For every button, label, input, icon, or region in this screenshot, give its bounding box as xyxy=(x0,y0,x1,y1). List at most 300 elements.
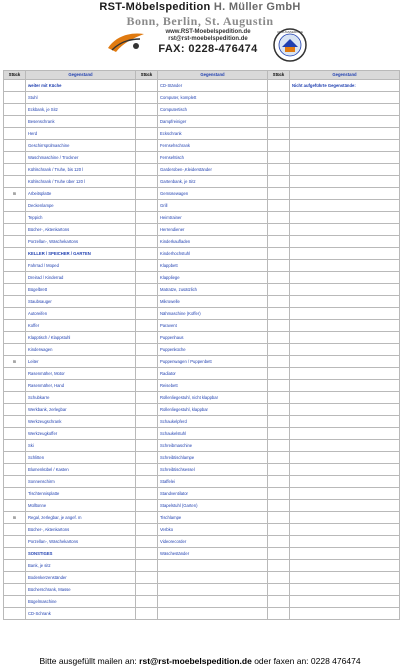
quantity-cell-1[interactable] xyxy=(4,104,26,116)
item-cell-3[interactable] xyxy=(290,104,400,116)
quantity-cell-2[interactable] xyxy=(136,140,158,152)
item-cell-3[interactable] xyxy=(290,164,400,176)
quantity-cell-1[interactable] xyxy=(4,524,26,536)
footer-instructions xyxy=(0,656,400,666)
table-row xyxy=(4,440,400,452)
quantity-cell-3[interactable] xyxy=(268,572,290,584)
table-row xyxy=(4,344,400,356)
quantity-cell-2[interactable] xyxy=(136,260,158,272)
table-row xyxy=(4,428,400,440)
item-cell-3[interactable] xyxy=(290,320,400,332)
item-cell-3[interactable] xyxy=(290,464,400,476)
quantity-cell-1[interactable] xyxy=(4,536,26,548)
item-cell-1: Waschmaschine / Trockner xyxy=(26,152,136,164)
item-cell-1: Besenschrank xyxy=(26,116,136,128)
quantity-cell-3[interactable] xyxy=(268,296,290,308)
table-row xyxy=(4,212,400,224)
item-cell-1: Werkbank, zerlegbar xyxy=(26,404,136,416)
quantity-cell-1[interactable] xyxy=(4,140,26,152)
quantity-cell-3[interactable] xyxy=(268,368,290,380)
table-row xyxy=(4,584,400,596)
quantity-cell-2[interactable] xyxy=(136,392,158,404)
item-cell-3[interactable] xyxy=(290,440,400,452)
quantity-cell-1[interactable] xyxy=(4,368,26,380)
item-cell-1: Staubsauger xyxy=(26,296,136,308)
quantity-cell-1[interactable] xyxy=(4,296,26,308)
quantity-cell-2[interactable] xyxy=(136,452,158,464)
item-cell-3[interactable] xyxy=(290,392,400,404)
quantity-cell-1[interactable] xyxy=(4,236,26,248)
quantity-cell-2[interactable] xyxy=(136,560,158,572)
table-row xyxy=(4,116,400,128)
quantity-cell-3[interactable] xyxy=(268,452,290,464)
item-cell-3[interactable] xyxy=(290,356,400,368)
quantity-cell-2[interactable] xyxy=(136,488,158,500)
item-cell-1: Bügelmaschine xyxy=(26,596,136,608)
item-cell-2: Herrendiener xyxy=(158,224,268,236)
quantity-cell-3[interactable] xyxy=(268,584,290,596)
item-cell-1: Schlitten xyxy=(26,452,136,464)
item-cell-3[interactable] xyxy=(290,200,400,212)
quantity-cell-1[interactable] xyxy=(4,224,26,236)
quantity-cell-3[interactable] xyxy=(268,560,290,572)
item-cell-1: Leiter xyxy=(26,356,136,368)
item-cell-3[interactable] xyxy=(290,560,400,572)
item-cell-2: Wäscheständer xyxy=(158,548,268,560)
quantity-cell-3[interactable] xyxy=(268,536,290,548)
item-cell-2 xyxy=(158,608,268,620)
item-cell-3[interactable] xyxy=(290,236,400,248)
quantity-cell-1[interactable] xyxy=(4,380,26,392)
item-cell-2: Mikrowelle xyxy=(158,296,268,308)
item-cell-3[interactable] xyxy=(290,428,400,440)
company-sub: H. Müller GmbH xyxy=(213,1,301,13)
table-row xyxy=(4,332,400,344)
item-cell-1: weiter mit Küche xyxy=(26,80,136,92)
quantity-cell-2[interactable] xyxy=(136,380,158,392)
item-cell-2: Puppenwagen / Puppenbett xyxy=(158,356,268,368)
header-gegenstand-3: Gegenstand xyxy=(290,71,400,80)
company-main: RST-Möbelspedition xyxy=(99,1,211,13)
quantity-cell-2[interactable] xyxy=(136,224,158,236)
item-cell-2: Gartenbank, je Sitz xyxy=(158,176,268,188)
quantity-cell-3[interactable] xyxy=(268,92,290,104)
quantity-cell-3[interactable] xyxy=(268,212,290,224)
item-cell-2: Computertisch xyxy=(158,104,268,116)
quantity-cell-2[interactable] xyxy=(136,464,158,476)
quantity-cell-1[interactable] xyxy=(4,200,26,212)
quantity-cell-1[interactable] xyxy=(4,92,26,104)
item-cell-1: Kühlschrank / Truhe über 120 l xyxy=(26,176,136,188)
quantity-cell-1[interactable] xyxy=(4,584,26,596)
item-cell-1: Blumenkübel / Kasten xyxy=(26,464,136,476)
item-cell-3[interactable] xyxy=(290,476,400,488)
table-row xyxy=(4,380,400,392)
item-cell-3[interactable] xyxy=(290,140,400,152)
table-row xyxy=(4,260,400,272)
table-row xyxy=(4,368,400,380)
quantity-cell-3[interactable] xyxy=(268,224,290,236)
table-row xyxy=(4,536,400,548)
item-cell-3[interactable] xyxy=(290,524,400,536)
table-row xyxy=(4,176,400,188)
item-cell-1: Bodenkerzenständer xyxy=(26,572,136,584)
quantity-cell-1[interactable] xyxy=(4,392,26,404)
quantity-cell-1[interactable] xyxy=(4,572,26,584)
item-cell-1: Eckbank, je Sitz xyxy=(26,104,136,116)
item-cell-1: Bücher-, Aktenkartons xyxy=(26,224,136,236)
quantity-cell-3[interactable] xyxy=(268,248,290,260)
quantity-cell-1[interactable] xyxy=(4,176,26,188)
quantity-cell-3[interactable] xyxy=(268,200,290,212)
item-cell-3[interactable] xyxy=(290,308,400,320)
quantity-cell-1[interactable] xyxy=(4,128,26,140)
item-cell-2: Matratze, zusätzlich xyxy=(158,284,268,296)
item-cell-2 xyxy=(158,596,268,608)
quantity-cell-1[interactable] xyxy=(4,344,26,356)
table-row xyxy=(4,248,400,260)
item-cell-2: Schreibtischsessel xyxy=(158,464,268,476)
item-cell-1: Dreirad / Kinderrad xyxy=(26,272,136,284)
quantity-cell-1[interactable] xyxy=(4,260,26,272)
table-row xyxy=(4,188,400,200)
company-cities: Bonn, Berlin, St. Augustin xyxy=(126,14,274,28)
item-cell-1: Regal, zerlegbar, je angef. m xyxy=(26,512,136,524)
quantity-cell-1[interactable] xyxy=(4,248,26,260)
table-row xyxy=(4,488,400,500)
item-cell-3[interactable] xyxy=(290,224,400,236)
item-cell-2: Schreibmaschine xyxy=(158,440,268,452)
item-cell-2: Garderoben-,Kleiderständer xyxy=(158,164,268,176)
item-cell-3[interactable] xyxy=(290,248,400,260)
quantity-cell-3[interactable] xyxy=(268,440,290,452)
company-name xyxy=(0,1,400,13)
table-row xyxy=(4,416,400,428)
item-cell-1: Schubkarre xyxy=(26,392,136,404)
item-cell-3[interactable] xyxy=(290,380,400,392)
quantity-cell-3[interactable] xyxy=(268,128,290,140)
item-cell-2: Dampfreiniger xyxy=(158,116,268,128)
quantity-cell-1[interactable] xyxy=(4,404,26,416)
quantity-cell-2[interactable] xyxy=(136,536,158,548)
item-cell-3[interactable] xyxy=(290,584,400,596)
quantity-cell-1[interactable] xyxy=(4,80,26,92)
email-link[interactable]: rst@rst-moebelspedition.de xyxy=(168,36,248,42)
item-cell-1: Herd xyxy=(26,128,136,140)
item-cell-2: Klappliege xyxy=(158,272,268,284)
quantity-cell-2[interactable] xyxy=(136,476,158,488)
quantity-cell-2[interactable] xyxy=(136,272,158,284)
item-cell-3[interactable] xyxy=(290,368,400,380)
quantity-cell-2[interactable] xyxy=(136,584,158,596)
quantity-cell-3[interactable] xyxy=(268,548,290,560)
table-row xyxy=(4,284,400,296)
item-cell-3[interactable] xyxy=(290,176,400,188)
item-cell-2: Puppenhaus xyxy=(158,332,268,344)
quantity-cell-3[interactable] xyxy=(268,500,290,512)
quantity-cell-1[interactable] xyxy=(4,548,26,560)
item-cell-1: Koffer xyxy=(26,320,136,332)
inventory-rows xyxy=(4,80,400,620)
quantity-cell-2[interactable] xyxy=(136,212,158,224)
quantity-cell-3[interactable] xyxy=(268,320,290,332)
quantity-cell-3[interactable] xyxy=(268,236,290,248)
item-cell-2: Fernsehschrank xyxy=(158,140,268,152)
quantity-cell-2[interactable] xyxy=(136,236,158,248)
item-cell-3[interactable] xyxy=(290,260,400,272)
quantity-cell-3[interactable] xyxy=(268,512,290,524)
quantity-cell-1[interactable] xyxy=(4,284,26,296)
item-cell-1: Kinderwagen xyxy=(26,344,136,356)
quantity-cell-2[interactable] xyxy=(136,332,158,344)
quantity-cell-3[interactable] xyxy=(268,608,290,620)
item-cell-3[interactable] xyxy=(290,404,400,416)
item-cell-1: Autoreifen xyxy=(26,308,136,320)
item-cell-2: Rollenliegestuhl, klappbar xyxy=(158,404,268,416)
quantity-cell-3[interactable] xyxy=(268,380,290,392)
item-cell-3[interactable] xyxy=(290,416,400,428)
header-stueck-1: Stück xyxy=(4,71,26,80)
quantity-cell-3[interactable] xyxy=(268,332,290,344)
quantity-cell-1[interactable] xyxy=(4,452,26,464)
quantity-cell-2[interactable] xyxy=(136,512,158,524)
item-cell-1: Sonnenschirm xyxy=(26,476,136,488)
item-cell-2: Puppenküche xyxy=(158,344,268,356)
quantity-cell-3[interactable] xyxy=(268,80,290,92)
footer-fax: 0228 476474 xyxy=(310,656,361,666)
item-cell-3[interactable] xyxy=(290,572,400,584)
item-cell-2 xyxy=(158,560,268,572)
quantity-cell-2[interactable] xyxy=(136,248,158,260)
item-cell-1: Mülltonne xyxy=(26,500,136,512)
quantity-cell-2[interactable] xyxy=(136,356,158,368)
item-cell-3[interactable] xyxy=(290,548,400,560)
item-cell-3[interactable] xyxy=(290,212,400,224)
quantity-cell-1[interactable] xyxy=(4,428,26,440)
item-cell-1: Geschirrspülmaschine xyxy=(26,140,136,152)
item-cell-3[interactable] xyxy=(290,116,400,128)
quantity-cell-2[interactable] xyxy=(136,188,158,200)
item-cell-1: Teppich xyxy=(26,212,136,224)
item-cell-2 xyxy=(158,572,268,584)
quantity-cell-3[interactable] xyxy=(268,476,290,488)
quantity-cell-2[interactable] xyxy=(136,440,158,452)
item-cell-3[interactable] xyxy=(290,596,400,608)
quantity-cell-3[interactable] xyxy=(268,392,290,404)
quantity-cell-2[interactable] xyxy=(136,404,158,416)
item-cell-1: Rasenmäher, Hand xyxy=(26,380,136,392)
letterhead xyxy=(0,0,400,66)
item-cell-2: Nähmaschine (Koffer) xyxy=(158,308,268,320)
header-gegenstand-1: Gegenstand xyxy=(26,71,136,80)
quantity-cell-1[interactable] xyxy=(4,212,26,224)
item-cell-1: Klapptisch / Klappstuhl xyxy=(26,332,136,344)
table-row xyxy=(4,572,400,584)
quantity-cell-1[interactable] xyxy=(4,308,26,320)
item-cell-3[interactable] xyxy=(290,128,400,140)
table-row xyxy=(4,128,400,140)
quantity-cell-3[interactable] xyxy=(268,404,290,416)
table-row xyxy=(4,272,400,284)
quantity-cell-1[interactable] xyxy=(4,488,26,500)
quantity-cell-3[interactable] xyxy=(268,428,290,440)
quantity-cell-1[interactable] xyxy=(4,608,26,620)
quantity-cell-1[interactable] xyxy=(4,440,26,452)
website-link[interactable]: www.RST-Moebelspedition.de xyxy=(165,29,251,35)
quantity-cell-2[interactable] xyxy=(136,428,158,440)
table-row xyxy=(4,308,400,320)
item-cell-3[interactable] xyxy=(290,512,400,524)
quantity-cell-3[interactable] xyxy=(268,272,290,284)
item-cell-2: Grill xyxy=(158,200,268,212)
quantity-cell-2[interactable] xyxy=(136,596,158,608)
table-row xyxy=(4,80,400,92)
quantity-cell-3[interactable] xyxy=(268,416,290,428)
quantity-cell-1[interactable] xyxy=(4,116,26,128)
item-cell-3[interactable] xyxy=(290,488,400,500)
item-cell-1: Porzellan-, Wäschekartons xyxy=(26,536,136,548)
quantity-cell-1[interactable] xyxy=(4,272,26,284)
item-cell-3[interactable] xyxy=(290,188,400,200)
quantity-cell-2[interactable] xyxy=(136,128,158,140)
item-cell-3[interactable] xyxy=(290,344,400,356)
quantity-cell-3[interactable] xyxy=(268,152,290,164)
quantity-cell-2[interactable] xyxy=(136,116,158,128)
item-cell-3[interactable] xyxy=(290,92,400,104)
table-row xyxy=(4,392,400,404)
item-cell-3[interactable] xyxy=(290,152,400,164)
quantity-cell-2[interactable] xyxy=(136,296,158,308)
item-cell-2: Standventilator xyxy=(158,488,268,500)
quantity-cell-2[interactable] xyxy=(136,80,158,92)
quantity-cell-3[interactable] xyxy=(268,464,290,476)
item-cell-3[interactable] xyxy=(290,332,400,344)
item-cell-3[interactable] xyxy=(290,452,400,464)
quantity-cell-2[interactable] xyxy=(136,284,158,296)
table-row xyxy=(4,404,400,416)
quantity-cell-3[interactable] xyxy=(268,188,290,200)
item-cell-2: Kinderhochstuhl xyxy=(158,248,268,260)
quantity-cell-3[interactable] xyxy=(268,284,290,296)
item-cell-3[interactable] xyxy=(290,500,400,512)
table-row xyxy=(4,608,400,620)
quantity-cell-1[interactable] xyxy=(4,464,26,476)
item-cell-3[interactable] xyxy=(290,536,400,548)
table-row xyxy=(4,524,400,536)
item-cell-2: Radiator xyxy=(158,368,268,380)
table-row xyxy=(4,92,400,104)
item-cell-2: Verbko xyxy=(158,524,268,536)
item-cell-2: Gemüsewagen xyxy=(158,188,268,200)
item-cell-1: Ski xyxy=(26,440,136,452)
inventory-table xyxy=(3,70,400,620)
table-row xyxy=(4,476,400,488)
quantity-cell-3[interactable] xyxy=(268,596,290,608)
table-header-row xyxy=(4,71,400,80)
quantity-cell-2[interactable] xyxy=(136,608,158,620)
quantity-cell-2[interactable] xyxy=(136,320,158,332)
item-cell-3[interactable] xyxy=(290,608,400,620)
quantity-cell-2[interactable] xyxy=(136,308,158,320)
quantity-cell-2[interactable] xyxy=(136,344,158,356)
quantity-cell-3[interactable] xyxy=(268,308,290,320)
quantity-cell-2[interactable] xyxy=(136,152,158,164)
table-row xyxy=(4,452,400,464)
item-cell-2: Stapelstuhl (Garten) xyxy=(158,500,268,512)
item-cell-2: Klappbett xyxy=(158,260,268,272)
item-cell-1: KELLER / SPEICHER / GARTEN xyxy=(26,248,136,260)
item-cell-1: Tischtennisplatte xyxy=(26,488,136,500)
item-cell-1: Bücher-, Aktenkartons xyxy=(26,524,136,536)
quantity-cell-3[interactable] xyxy=(268,104,290,116)
quantity-cell-1[interactable] xyxy=(4,476,26,488)
item-cell-2: Staffelei xyxy=(158,476,268,488)
quantity-cell-3[interactable] xyxy=(268,524,290,536)
quantity-cell-1[interactable] xyxy=(4,500,26,512)
quantity-cell-1[interactable] xyxy=(4,332,26,344)
footer-email-link[interactable]: rst@rst-moebelspedition.de xyxy=(139,656,252,666)
item-cell-1: Stuhl xyxy=(26,92,136,104)
unlisted-items-note: Nicht aufgeführte Gegenstände: xyxy=(290,80,400,92)
quantity-cell-3[interactable] xyxy=(268,140,290,152)
quantity-cell-3[interactable] xyxy=(268,344,290,356)
item-cell-3[interactable] xyxy=(290,284,400,296)
quantity-cell-1[interactable]: m xyxy=(4,356,26,368)
quantity-cell-2[interactable] xyxy=(136,92,158,104)
quantity-cell-3[interactable] xyxy=(268,356,290,368)
quantity-cell-3[interactable] xyxy=(268,488,290,500)
quantity-cell-1[interactable] xyxy=(4,560,26,572)
quantity-cell-1[interactable] xyxy=(4,320,26,332)
quantity-cell-3[interactable] xyxy=(268,116,290,128)
item-cell-1: Deckenlampe xyxy=(26,200,136,212)
quantity-cell-2[interactable] xyxy=(136,200,158,212)
item-cell-3[interactable] xyxy=(290,272,400,284)
table-row xyxy=(4,164,400,176)
quantity-cell-2[interactable] xyxy=(136,524,158,536)
quantity-cell-2[interactable] xyxy=(136,104,158,116)
fax-number: FAX: 0228-476474 xyxy=(158,43,258,55)
item-cell-1: Bügelbrett xyxy=(26,284,136,296)
quantity-cell-3[interactable] xyxy=(268,260,290,272)
quantity-cell-1[interactable]: m xyxy=(4,512,26,524)
quantity-cell-2[interactable] xyxy=(136,416,158,428)
table-row xyxy=(4,152,400,164)
table-row xyxy=(4,560,400,572)
quantity-cell-2[interactable] xyxy=(136,500,158,512)
item-cell-2: Paravent xyxy=(158,320,268,332)
quantity-cell-2[interactable] xyxy=(136,572,158,584)
quantity-cell-1[interactable]: m xyxy=(4,188,26,200)
item-cell-3[interactable] xyxy=(290,296,400,308)
quantity-cell-2[interactable] xyxy=(136,176,158,188)
quantity-cell-2[interactable] xyxy=(136,548,158,560)
item-cell-2: CD-Ständer xyxy=(158,80,268,92)
item-cell-1: Rasenmäher, Motor xyxy=(26,368,136,380)
quantity-cell-3[interactable] xyxy=(268,164,290,176)
quantity-cell-1[interactable] xyxy=(4,596,26,608)
quantity-cell-2[interactable] xyxy=(136,368,158,380)
quantity-cell-2[interactable] xyxy=(136,164,158,176)
quantity-cell-1[interactable] xyxy=(4,416,26,428)
quantity-cell-1[interactable] xyxy=(4,164,26,176)
item-cell-1: CD-Schrank xyxy=(26,608,136,620)
quantity-cell-1[interactable] xyxy=(4,152,26,164)
quantity-cell-3[interactable] xyxy=(268,176,290,188)
table-row xyxy=(4,548,400,560)
header-stueck-2: Stück xyxy=(136,71,158,80)
item-cell-1: SONSTIGES xyxy=(26,548,136,560)
